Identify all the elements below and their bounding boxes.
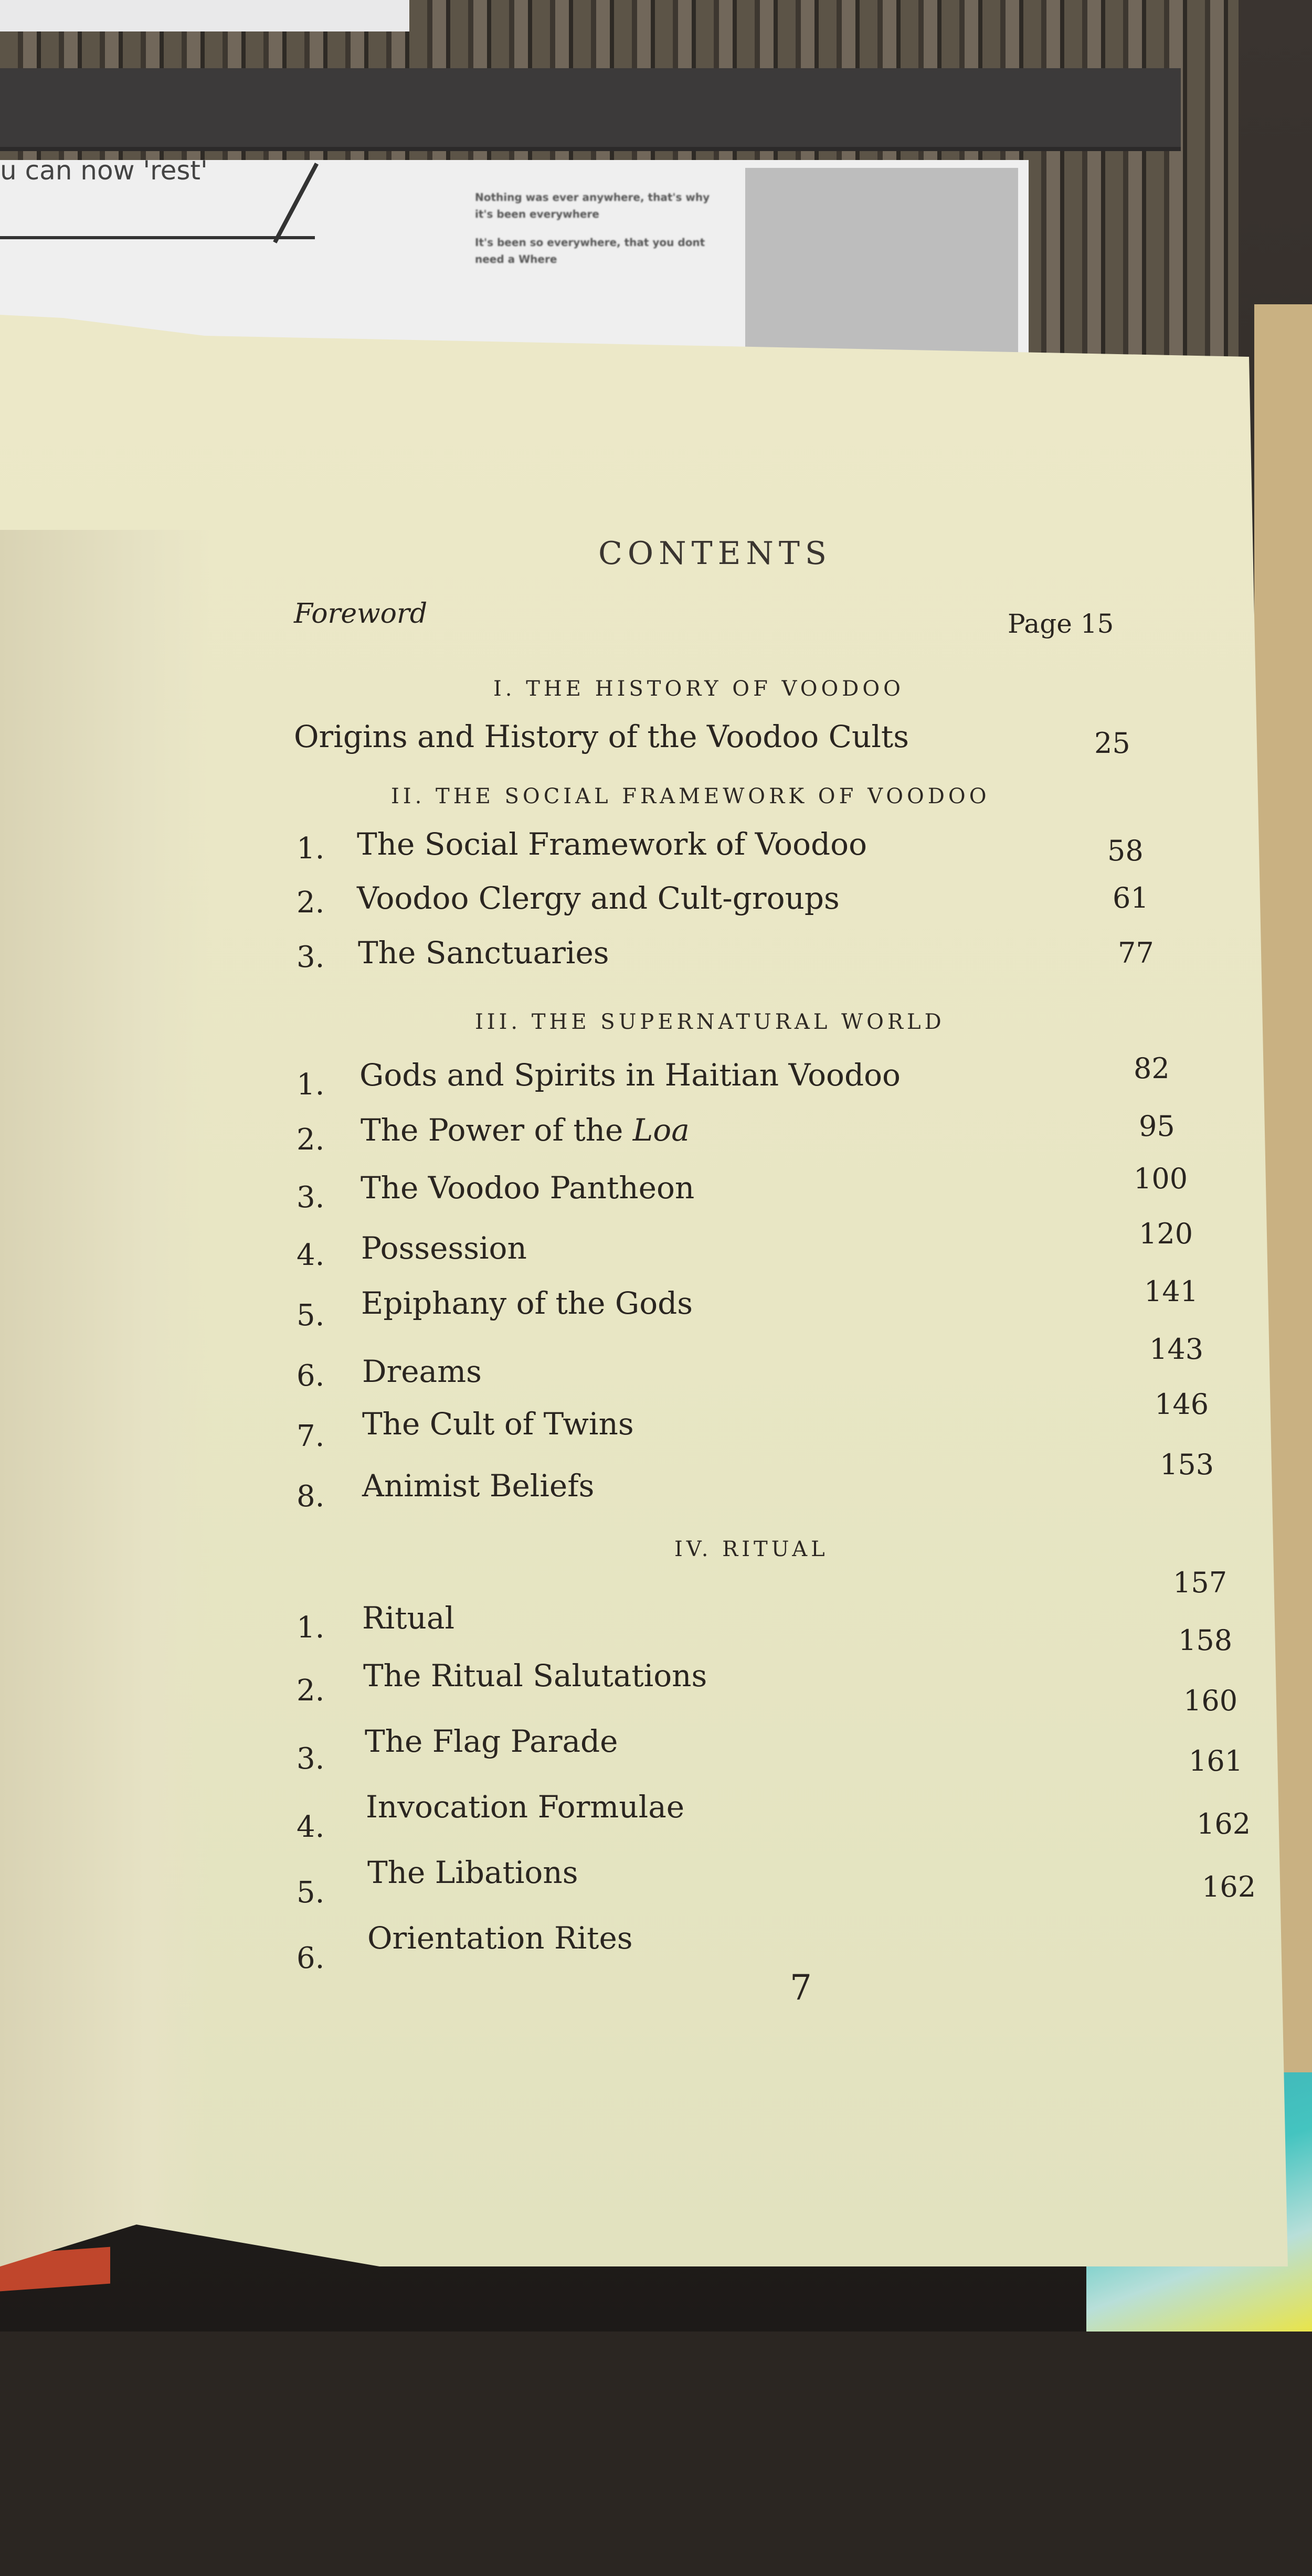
toc-entry-title: The Libations xyxy=(367,1855,578,1890)
toc-entry-number: 2. xyxy=(297,1123,325,1157)
toc-entry-page: 161 xyxy=(1189,1744,1243,1777)
section-heading-4: IV. RITUAL xyxy=(674,1537,829,1561)
toc-entry-page: 162 xyxy=(1197,1807,1251,1840)
toc-entry-title-emphasis: Loa xyxy=(632,1112,690,1148)
toc-entry-page: 120 xyxy=(1139,1217,1193,1250)
toc-entry-title: Orientation Rites xyxy=(367,1920,633,1956)
toc-entry-number: 5. xyxy=(297,1298,325,1333)
toc-entry-title-text: The Power of the xyxy=(361,1112,633,1148)
toc-entry-page: 77 xyxy=(1118,936,1154,970)
toc-entry-page: 157 xyxy=(1173,1566,1228,1599)
toc-entry-number: 1. xyxy=(297,832,325,866)
toc-entry-page: 153 xyxy=(1160,1448,1214,1481)
toc-entry-page: 146 xyxy=(1155,1388,1209,1421)
toc-entry-number: 1. xyxy=(297,1611,325,1645)
toc-entry-title: Epiphany of the Gods xyxy=(361,1285,693,1321)
toc-entry-number: 1. xyxy=(297,1068,325,1102)
toc-entry-page: 82 xyxy=(1134,1052,1170,1085)
contents-heading: CONTENTS xyxy=(598,535,832,572)
toc-entry-title: Gods and Spirits in Haitian Voodoo xyxy=(359,1057,901,1093)
toc-entry-title: The Social Framework of Voodoo xyxy=(357,826,867,862)
toc-entry-number: 3. xyxy=(297,940,325,974)
toc-entry-title: Origins and History of the Voodoo Cults xyxy=(294,719,909,754)
toc-entry-title: The Sanctuaries xyxy=(358,935,609,971)
toc-entry-number: 3. xyxy=(297,1180,325,1215)
toc-entry-page: 141 xyxy=(1144,1275,1199,1308)
foreword-label: Foreword xyxy=(294,598,428,630)
toc-entry-page: 95 xyxy=(1139,1110,1175,1143)
toc-entry-page: 100 xyxy=(1134,1162,1188,1195)
toc-entry-page: 25 xyxy=(1094,727,1130,760)
toc-entry-number: 6. xyxy=(297,1359,325,1393)
flyer-note-line: Nothing was ever anywhere, that's why it's been everywhere xyxy=(475,191,710,220)
toc-entry-number: 3. xyxy=(297,1742,325,1776)
page-folio: 7 xyxy=(790,1967,812,2008)
toc-entry-number: 2. xyxy=(297,1674,325,1708)
toc-entry-title: The Ritual Salutations xyxy=(363,1658,707,1694)
toc-entry-number: 2. xyxy=(297,886,325,920)
section-heading-2: II. THE SOCIAL FRAMEWORK OF VOODOO xyxy=(391,784,990,808)
toc-entry-title: The Cult of Twins xyxy=(362,1406,634,1442)
section-heading-3: III. THE SUPERNATURAL WORLD xyxy=(475,1010,945,1034)
toc-entry-title: Invocation Formulae xyxy=(366,1789,685,1825)
toc-entry-page: 143 xyxy=(1149,1333,1204,1366)
toc-entry-title: Animist Beliefs xyxy=(362,1468,595,1504)
toc-entry-title: The Voodoo Pantheon xyxy=(361,1170,695,1206)
foreword-page: Page 15 xyxy=(1008,609,1114,639)
section-heading-1: I. THE HISTORY OF VOODOO xyxy=(493,677,904,701)
toc-entry-page: 160 xyxy=(1183,1684,1238,1717)
toc-entry-number: 7. xyxy=(297,1419,325,1453)
flyer-note-line: It's been so everywhere, that you dont need a Where xyxy=(475,236,705,265)
toc-entry-title: Possession xyxy=(361,1230,527,1266)
toc-entry-title xyxy=(361,1112,690,1148)
toc-entry-number: 6. xyxy=(297,1941,325,1975)
flyer-tagline: u can now 'rest' xyxy=(0,155,208,186)
toc-entry-page: 58 xyxy=(1107,834,1144,867)
toc-entry-title: The Flag Parade xyxy=(365,1723,618,1759)
toc-entry-page: 162 xyxy=(1202,1870,1256,1903)
toc-entry-number: 4. xyxy=(297,1238,325,1272)
toc-entry-title: Ritual xyxy=(362,1600,455,1636)
toc-entry-number: 5. xyxy=(297,1876,325,1910)
toc-entry-page: 158 xyxy=(1178,1624,1233,1657)
toc-entry-number: 8. xyxy=(297,1479,325,1514)
toc-entry-title: Dreams xyxy=(362,1354,482,1389)
toc-entry-page: 61 xyxy=(1113,881,1149,914)
toc-entry-title: Voodoo Clergy and Cult-groups xyxy=(357,880,840,916)
toc-entry-number: 4. xyxy=(297,1810,325,1844)
